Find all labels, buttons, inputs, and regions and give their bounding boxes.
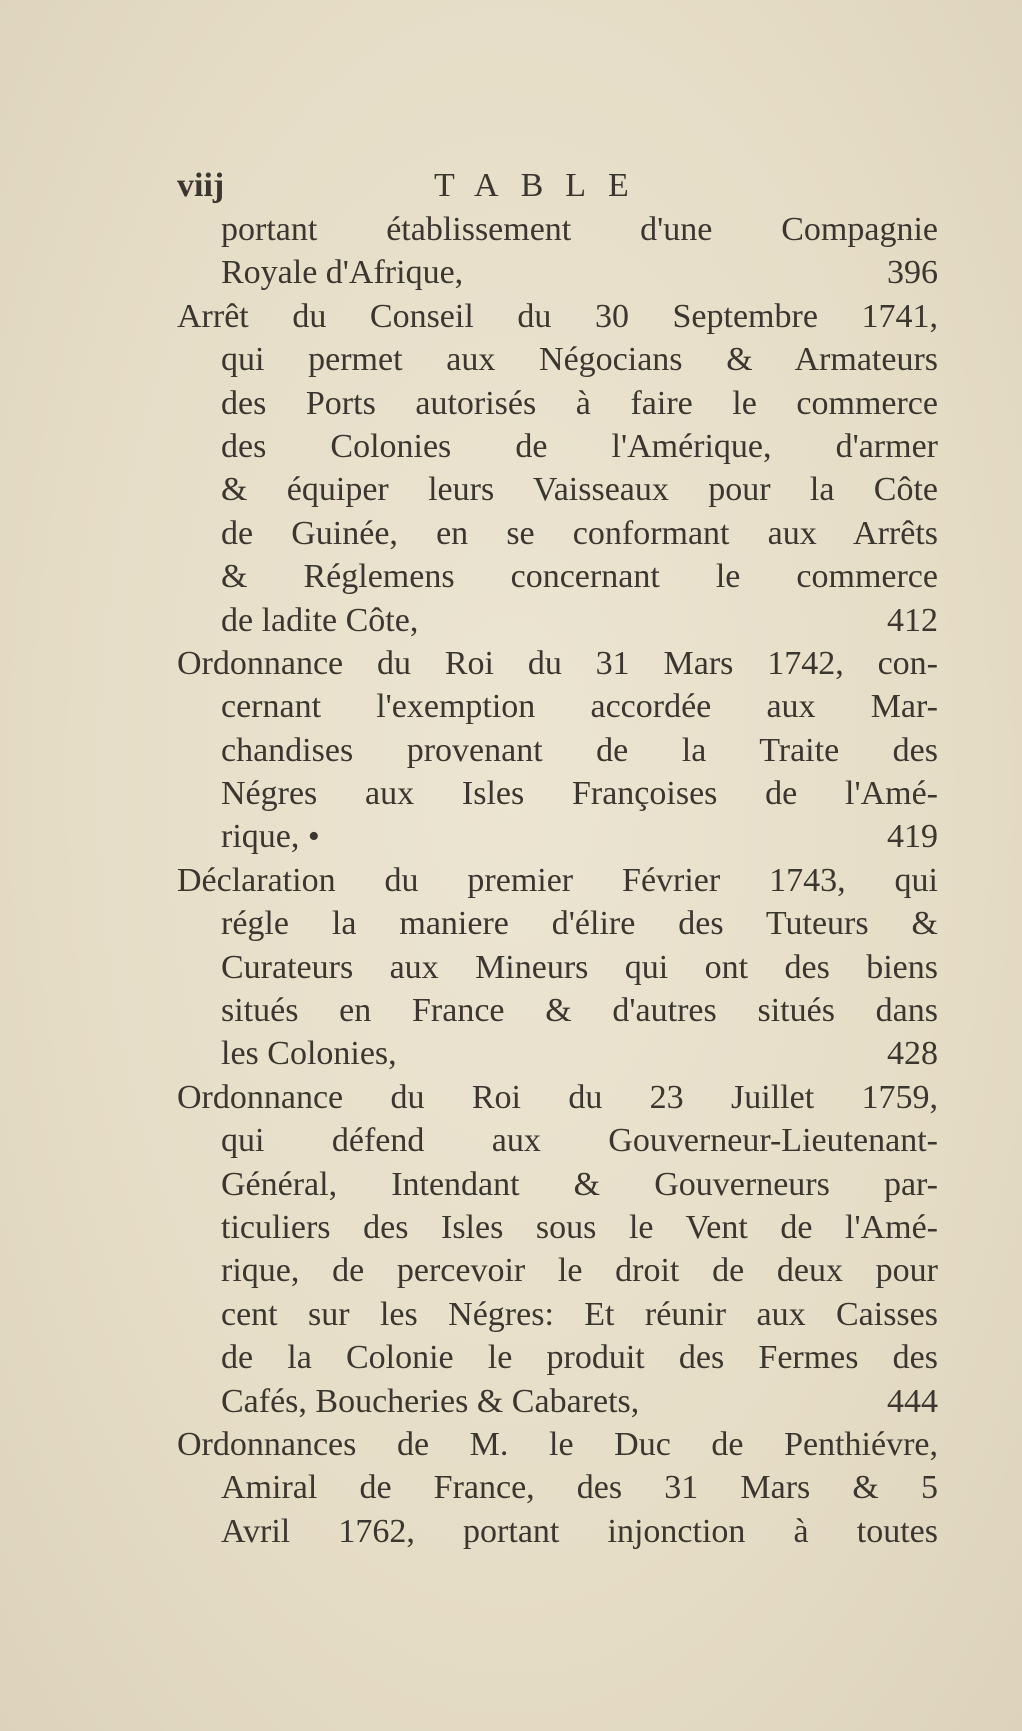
- entry-line-text: Ordonnances de M. le Duc de Penthiévre,: [177, 1425, 938, 1463]
- entry-line-text: de la Colonie le produit des Fermes des: [221, 1339, 938, 1377]
- toc-entry: [177, 1423, 938, 1553]
- entry-line-text: cent sur les Négres: Et réunir aux Caisses: [221, 1295, 938, 1333]
- entry-line: [177, 295, 938, 338]
- table-of-contents: [177, 164, 938, 1553]
- entry-line: [177, 642, 938, 685]
- entry-line: [221, 382, 938, 425]
- entry-line-text: Ordonnance du Roi du 31 Mars 1742, con-: [177, 644, 938, 682]
- entry-line: [177, 1423, 938, 1466]
- entry-line: [221, 338, 938, 381]
- running-header: [177, 164, 938, 208]
- entry-line-text: des Ports autorisés à faire le commerce: [221, 384, 938, 422]
- entry-line-text: Négres aux Isles Françoises de l'Amé-: [221, 775, 938, 813]
- toc-entry: [177, 859, 938, 1076]
- entry-line: [221, 989, 938, 1032]
- entry-line: [221, 1380, 938, 1423]
- page-number: 444: [887, 1382, 938, 1420]
- toc-entry: [177, 1076, 938, 1423]
- entry-line: [221, 815, 938, 858]
- entry-line: [221, 208, 938, 251]
- entry-line-text: ticuliers des Isles sous le Vent de l'Amé-: [221, 1208, 938, 1246]
- page-folio: viij: [177, 167, 225, 204]
- entry-line-text: situés en France & d'autres situés dans: [221, 992, 938, 1030]
- entry-line-text: Cafés, Boucheries & Cabarets,: [221, 1382, 640, 1420]
- entry-line-text: rique, de percevoir le droit de deux pour: [221, 1252, 938, 1290]
- entry-line: [221, 1163, 938, 1206]
- entry-line-text: de ladite Côte,: [221, 601, 419, 639]
- entry-line-text: portant établissement d'une Compagnie: [221, 211, 938, 248]
- entry-line-text: Avril 1762, portant injonction à toutes: [221, 1512, 938, 1550]
- entry-line-text: Ordonnance du Roi du 23 Juillet 1759,: [177, 1078, 938, 1116]
- entry-line: [221, 772, 938, 815]
- entry-line: [221, 425, 938, 468]
- toc-entry: [177, 642, 938, 859]
- toc-entry: [177, 208, 938, 295]
- entry-line-text: cernant l'exemption accordée aux Mar-: [221, 688, 938, 726]
- entry-line: [221, 685, 938, 728]
- page-number: 412: [887, 601, 938, 639]
- entry-line-text: des Colonies de l'Amérique, d'armer: [221, 427, 938, 465]
- entries-list: [177, 208, 938, 1553]
- entry-line-text: qui permet aux Négocians & Armateurs: [221, 341, 938, 379]
- page-number: 428: [887, 1035, 938, 1073]
- entry-line: [177, 859, 938, 902]
- entry-line: [221, 902, 938, 945]
- entry-line: [221, 1510, 938, 1553]
- entry-line-text: Amiral de France, des 31 Mars & 5: [221, 1469, 938, 1507]
- entry-line-text: de Guinée, en se conformant aux Arrêts: [221, 514, 938, 552]
- entry-line: [221, 251, 938, 294]
- entry-line: [221, 512, 938, 555]
- entry-line-text: Royale d'Afrique,: [221, 254, 464, 292]
- entry-line-text: & équiper leurs Vaisseaux pour la Côte: [221, 471, 938, 509]
- entry-line: [221, 468, 938, 511]
- entry-line: [221, 1336, 938, 1379]
- entry-line: [221, 599, 938, 642]
- entry-line-text: Arrêt du Conseil du 30 Septembre 1741,: [177, 297, 938, 335]
- running-title: TABLE: [434, 167, 651, 204]
- entry-line-text: & Réglemens concernant le commerce: [221, 558, 938, 596]
- entry-line: [221, 1032, 938, 1075]
- page-number: 396: [887, 254, 938, 292]
- toc-entry: [177, 295, 938, 642]
- page-number: 419: [887, 818, 938, 856]
- entry-line: [221, 1119, 938, 1162]
- entry-line-text: Déclaration du premier Février 1743, qui: [177, 861, 938, 899]
- entry-line: [221, 1249, 938, 1292]
- entry-line: [221, 1466, 938, 1509]
- entry-line: [221, 555, 938, 598]
- entry-line: [221, 946, 938, 989]
- entry-line: [221, 1293, 938, 1336]
- entry-line-text: Curateurs aux Mineurs qui ont des biens: [221, 948, 938, 986]
- entry-line-text: les Colonies,: [221, 1035, 397, 1073]
- entry-line: [221, 1206, 938, 1249]
- entry-line-text: chandises provenant de la Traite des: [221, 731, 938, 769]
- entry-line-text: régle la maniere d'élire des Tuteurs &: [221, 905, 938, 943]
- entry-line-text: Général, Intendant & Gouverneurs par-: [221, 1165, 938, 1203]
- entry-line-text: qui défend aux Gouverneur-Lieutenant-: [221, 1122, 938, 1160]
- entry-line-text: rique, •: [221, 818, 320, 856]
- entry-line: [177, 1076, 938, 1119]
- entry-line: [221, 729, 938, 772]
